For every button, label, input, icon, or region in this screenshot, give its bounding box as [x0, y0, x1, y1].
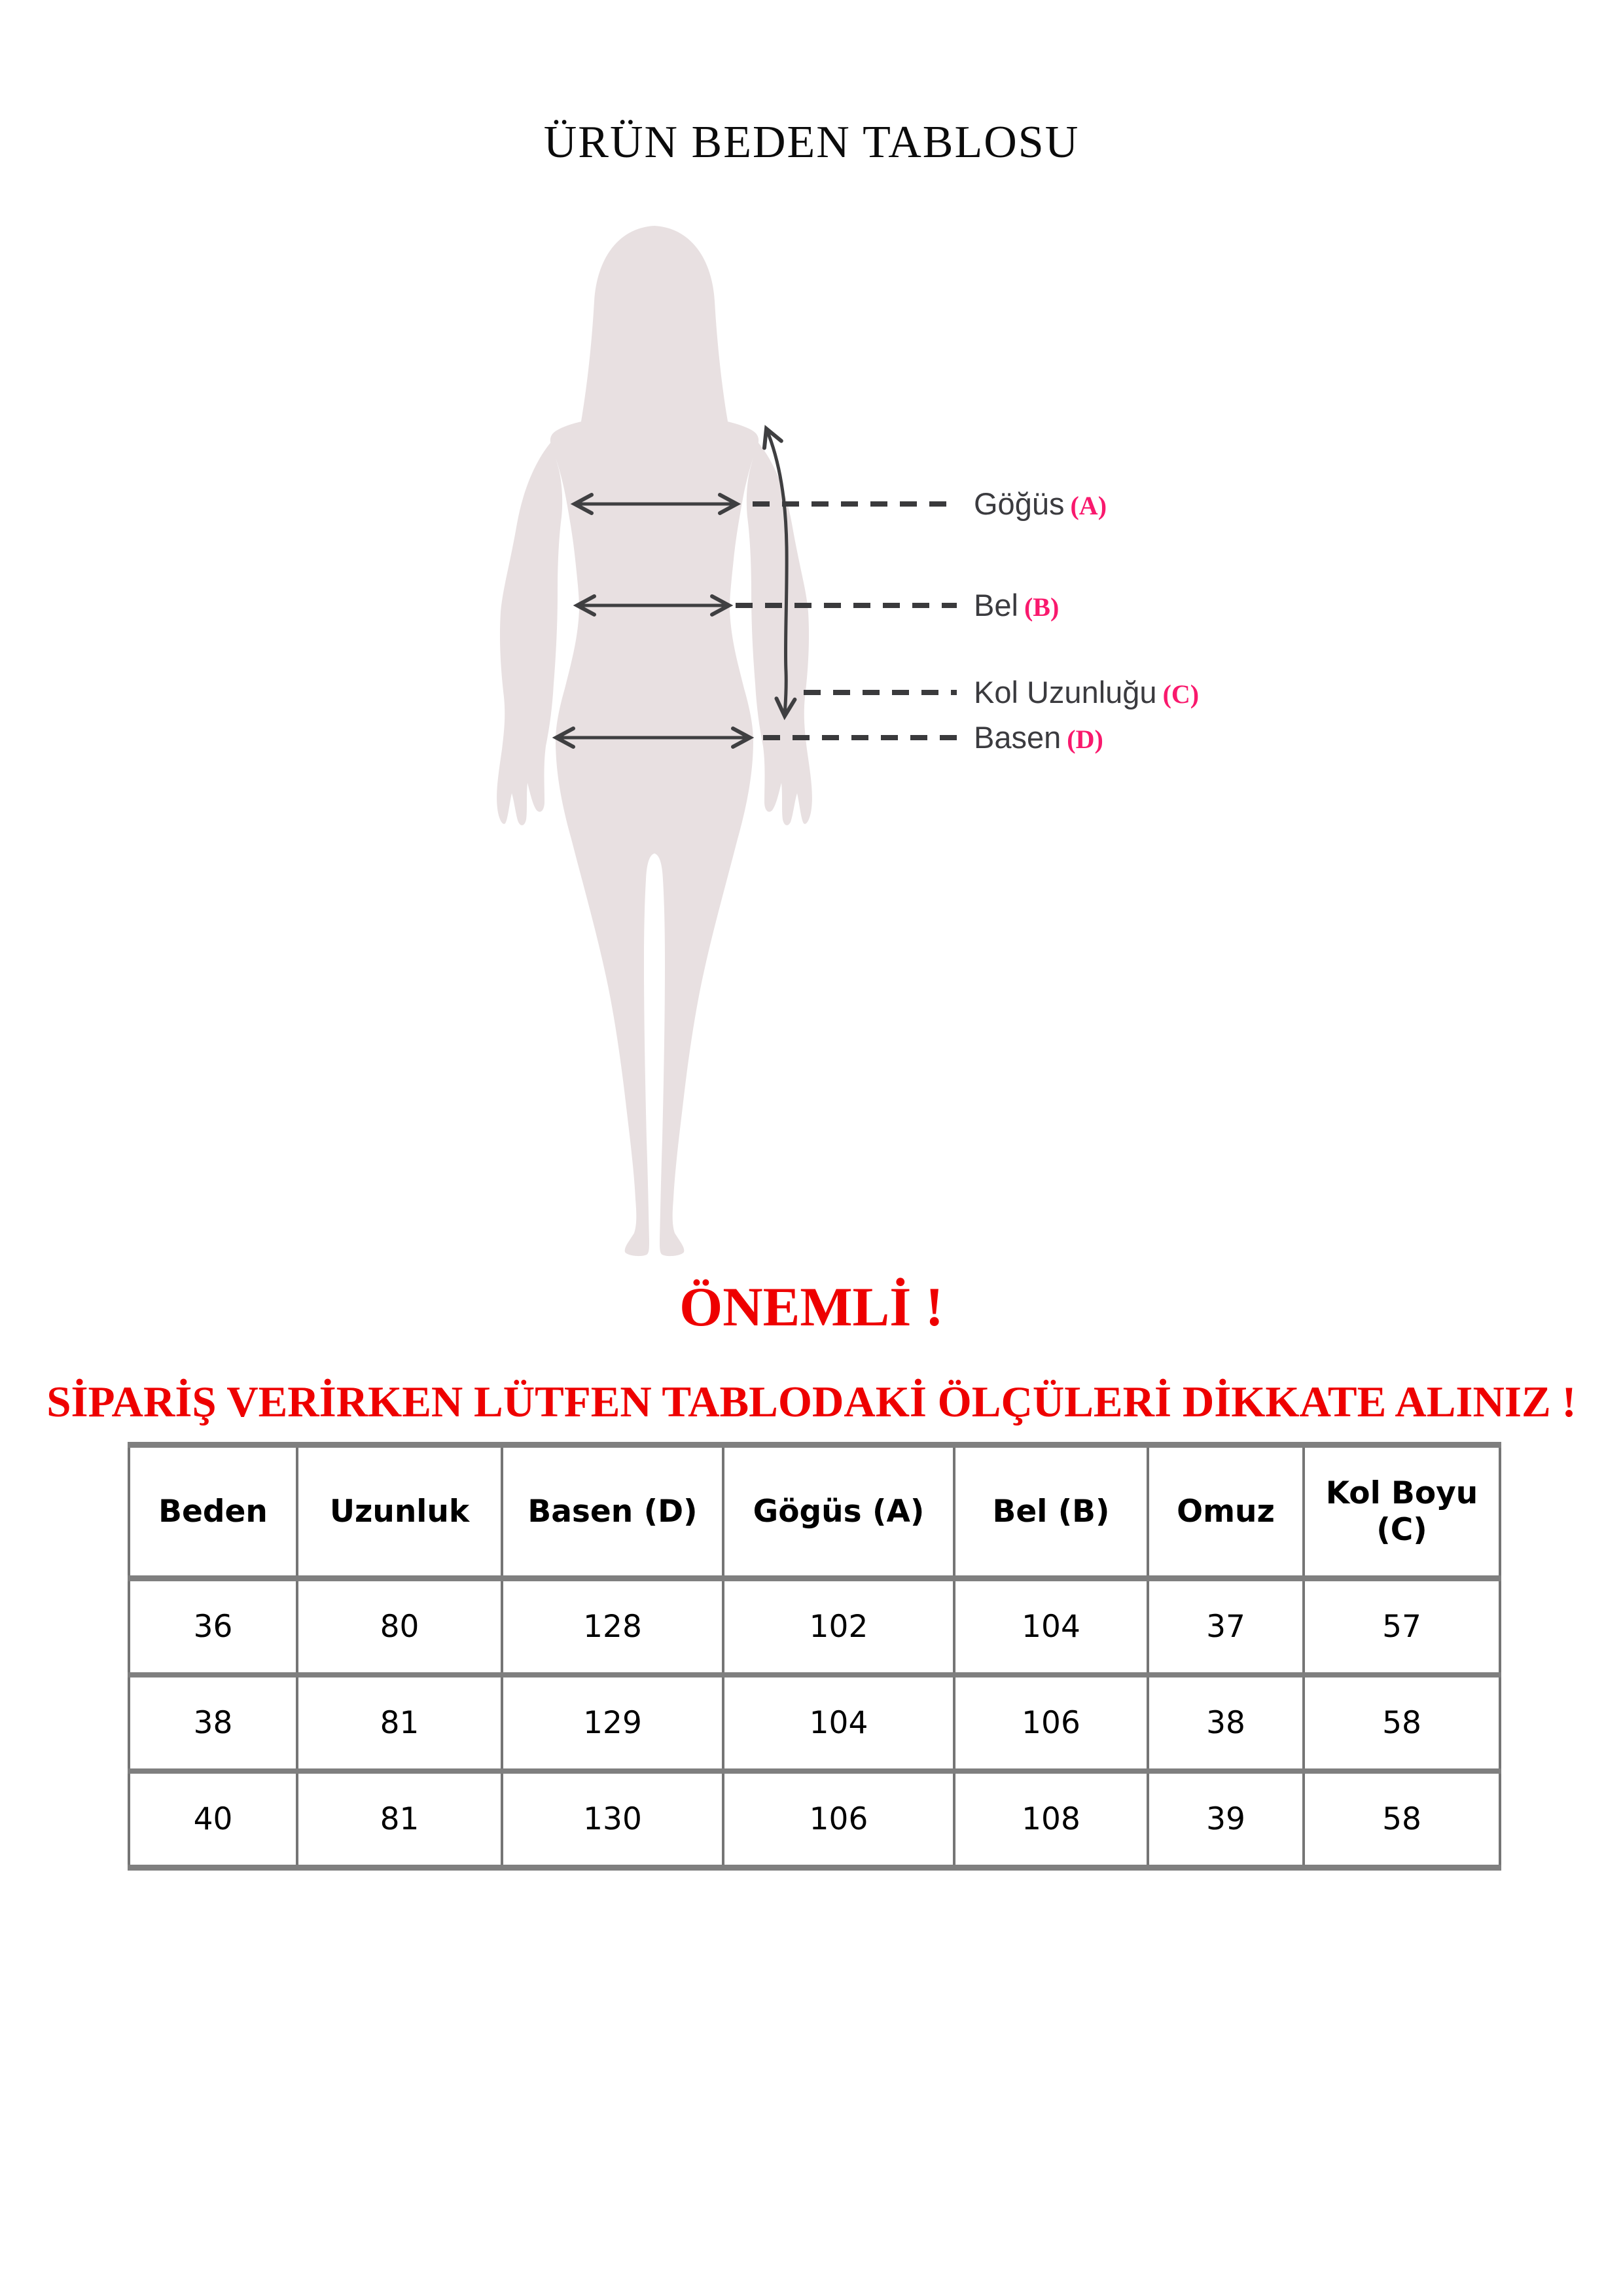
silhouette-left-arm — [497, 440, 562, 825]
sleeve-label — [974, 672, 1199, 713]
table-cell: 37 — [1148, 1579, 1304, 1676]
column-header: Kol Boyu (C) — [1304, 1445, 1500, 1579]
table-cell: 102 — [723, 1579, 954, 1676]
chest-label — [974, 483, 1107, 525]
size-table-header-row — [129, 1445, 1500, 1579]
table-cell: 104 — [954, 1579, 1148, 1676]
column-header: Bel (B) — [954, 1445, 1148, 1579]
hip-label — [974, 717, 1103, 759]
table-cell: 108 — [954, 1771, 1148, 1868]
table-cell: 130 — [502, 1771, 723, 1868]
body-silhouette-icon — [497, 226, 812, 1256]
table-cell: 58 — [1304, 1771, 1500, 1868]
table-cell: 129 — [502, 1675, 723, 1771]
chest-label-text: Göğüs — [974, 486, 1065, 521]
table-cell: 128 — [502, 1579, 723, 1676]
table-cell: 57 — [1304, 1579, 1500, 1676]
important-heading: ÖNEMLİ ! — [679, 1276, 944, 1338]
silhouette-torso-legs — [550, 414, 758, 1256]
page-title: ÜRÜN BEDEN TABLOSU — [543, 117, 1080, 168]
column-header: Beden — [129, 1445, 297, 1579]
waist-label — [974, 584, 1059, 626]
column-header: Uzunluk — [297, 1445, 502, 1579]
table-cell: 81 — [297, 1675, 502, 1771]
table-cell: 38 — [129, 1675, 297, 1771]
warning-text: SİPARİŞ VERİRKEN LÜTFEN TABLODAKİ ÖLÇÜLERİ DİKKATE ALINIZ ! — [46, 1378, 1577, 1426]
table-cell: 106 — [954, 1675, 1148, 1771]
silhouette-right-arm — [747, 440, 812, 825]
table-cell: 104 — [723, 1675, 954, 1771]
hip-label-text: Basen — [974, 720, 1061, 755]
table-cell: 39 — [1148, 1771, 1304, 1868]
table-cell: 58 — [1304, 1675, 1500, 1771]
sleeve-label-code: (C) — [1162, 679, 1200, 709]
sleeve-label-text: Kol Uzunluğu — [974, 675, 1157, 709]
size-row — [129, 1579, 1500, 1676]
table-cell: 81 — [297, 1771, 502, 1868]
waist-label-text: Bel — [974, 588, 1018, 622]
size-row — [129, 1771, 1500, 1868]
size-row — [129, 1675, 1500, 1771]
table-cell: 36 — [129, 1579, 297, 1676]
table-cell: 38 — [1148, 1675, 1304, 1771]
table-cell: 106 — [723, 1771, 954, 1868]
size-table — [128, 1442, 1501, 1871]
column-header: Omuz — [1148, 1445, 1304, 1579]
column-header: Gögüs (A) — [723, 1445, 954, 1579]
waist-label-code: (B) — [1024, 592, 1060, 622]
table-cell: 40 — [129, 1771, 297, 1868]
chest-label-code: (A) — [1070, 491, 1107, 520]
column-header: Basen (D) — [502, 1445, 723, 1579]
table-cell: 80 — [297, 1579, 502, 1676]
hip-label-code: (D) — [1067, 725, 1103, 754]
